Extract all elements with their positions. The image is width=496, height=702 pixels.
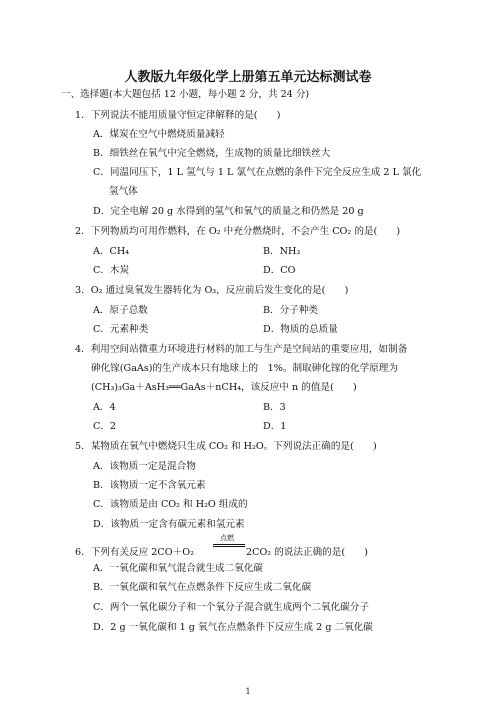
question-3-option-b: B．分子种类 [263,305,319,316]
question-2-option-b: B．NH₃ [263,246,301,257]
question-1-stem: 1．下列说法不能用质量守恒定律解释的是( ) [75,110,281,121]
question-5-option-d: D．该物质一定含有碳元素和氢元素 [93,519,245,530]
question-6-option-c: C．两个一氧化碳分子和一个氧分子混合就生成两个二氧化碳分子 [93,602,369,613]
question-1-option-d: D．完全电解 20 g 水得到的氢气和氧气的质量之和仍然是 20 g [93,206,364,217]
question-6-stem-start: 6．下列有关反应 2CO＋O₂ [75,547,194,558]
question-5-stem: 5．某物质在氧气中燃烧只生成 CO₂ 和 H₂O。下列说法正确的是( ) [75,441,377,452]
question-5-option-a: A．该物质一定是混合物 [93,461,196,472]
question-2-option-c: C．木炭 [93,265,130,276]
question-3-option-a: A．原子总数 [93,305,148,316]
question-3-stem: 3．O₂ 通过臭氧发生器转化为 O₃，反应前后发生变化的是( ) [75,285,349,296]
question-2-option-d: D．CO [263,265,296,276]
question-4-option-b: B．3 [263,402,286,413]
reaction-condition: 点燃 [220,534,234,542]
question-4-option-d: D．1 [263,421,287,432]
question-5-option-b: B．该物质一定不含氧元素 [93,480,206,491]
question-1-option-a: A．煤炭在空气中燃烧质量减轻 [93,129,225,140]
question-2-option-a: A．CH₄ [93,246,130,257]
question-3-option-c: C．元素种类 [93,324,149,335]
page-title: 人教版九年级化学上册第五单元达标测试卷 [124,70,372,85]
reaction-arrow-line-2 [213,546,245,547]
question-1-option-b: B．细铁丝在氧气中完全燃烧，生成物的质量比细铁丝大 [93,148,331,159]
question-1-option-c-cont: 氢气体 [109,186,138,197]
question-2-stem: 2．下列物质均可用作燃料，在 O₂ 中充分燃烧时，不会产生 CO₂ 的是( ) [75,226,401,237]
question-4-option-c: C．2 [93,421,117,432]
question-4-line-1: 4．利用空间站微重力环境进行材料的加工与生产是空间站的重要应用，如制备 [75,344,408,355]
page-number: 1 [245,687,251,696]
question-5-option-c: C．该物质是由 CO₂ 和 H₂O 组成的 [93,499,248,510]
question-4-option-a: A．4 [93,402,116,413]
question-6-stem-end: 2CO₂ 的说法正确的是( ) [246,547,369,558]
reaction-arrow-line [213,544,245,545]
section-heading: 一、选择题(本大题包括 12 小题，每小题 2 分，共 24 分) [61,89,310,100]
question-6-option-b: B．一氧化碳和氧气在点燃条件下反应生成二氧化碳 [93,582,312,593]
question-6-option-d: D．2 g 一氧化碳和 1 g 氧气在点燃条件下反应生成 2 g 二氧化碳 [93,622,373,633]
question-3-option-d: D．物质的总质量 [263,324,338,335]
question-1-option-c: C．同温同压下，1 L 氢气与 1 L 氯气在点燃的条件下完全反应生成 2 L 氯化 [93,167,422,178]
question-6-option-a: A．一氧化碳和氧气混合就生成二氧化碳 [93,563,264,574]
question-4-line-2: 砷化镓(GaAs)的生产成本只有地球上的 1%。制取砷化镓的化学原理为 [91,363,398,374]
question-4-line-3: (CH₃)₃Ga＋AsH₃══GaAs＋nCH₄，该反应中 n 的值是( ) [91,382,357,393]
